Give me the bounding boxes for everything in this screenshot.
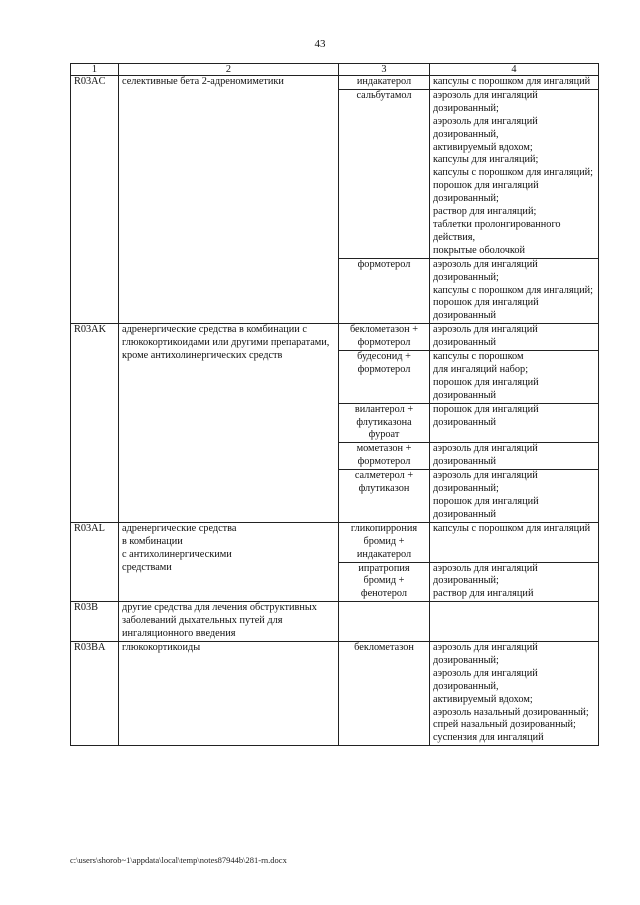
atc-code-cell: R03AK [71, 324, 119, 523]
table-row [71, 324, 599, 351]
document-file-path: c:\users\shorob~1\appdata\local\temp\notes87944b\281-rn.docx [70, 855, 287, 865]
drug-name-cell: формотерол [339, 258, 430, 324]
atc-code-cell: R03AC [71, 76, 119, 324]
drug-name-cell: беклометазон [339, 641, 430, 745]
drug-name-cell: вилантерол + флутиказона фуроат [339, 403, 430, 443]
table-row [71, 522, 599, 562]
table-body [71, 76, 599, 746]
column-header-2: 2 [119, 64, 339, 76]
atc-group-name-cell: адренергические средства в комбинации с антихолинергическими средствами [119, 522, 339, 601]
dosage-form-cell: аэрозоль для ингаляций дозированный [430, 324, 599, 351]
table-row [71, 641, 599, 745]
drug-classification-table [70, 63, 599, 746]
dosage-form-cell: аэрозоль для ингаляций дозированный; капсулы с порошком для ингаляций; порошок для ингаляций дозированный [430, 258, 599, 324]
dosage-form-cell: аэрозоль для ингаляций дозированный; раствор для ингаляций [430, 562, 599, 602]
drug-name-cell [339, 602, 430, 642]
drug-name-cell: беклометазон + формотерол [339, 324, 430, 351]
dosage-form-cell: капсулы с порошком для ингаляций [430, 76, 599, 90]
table-row [71, 76, 599, 90]
page-number: 43 [314, 38, 326, 50]
atc-group-name-cell: селективные бета 2-адреномиметики [119, 76, 339, 324]
dosage-form-cell: аэрозоль для ингаляций дозированный; порошок для ингаляций дозированный [430, 470, 599, 523]
drug-name-cell: ипратропия бромид + фенотерол [339, 562, 430, 602]
column-header-1: 1 [71, 64, 119, 76]
dosage-form-cell: аэрозоль для ингаляций дозированный; аэрозоль для ингаляций дозированный, активируемый вдохом; капсулы для ингаляций; капсулы с порошком для ингаляций; порошок для ингаляций дозированный; раствор для ингаляций; таблетки пролонгированного действия, покрытые оболочкой [430, 89, 599, 258]
table-header-row [71, 64, 599, 76]
atc-code-cell: R03BA [71, 641, 119, 745]
dosage-form-cell: порошок для ингаляций дозированный [430, 403, 599, 443]
drug-name-cell: гликопиррония бромид + индакатерол [339, 522, 430, 562]
atc-code-cell: R03B [71, 602, 119, 642]
atc-group-name-cell: адренергические средства в комбинации с глюкокортикоидами или другими препаратами, кроме антихолинергических средств [119, 324, 339, 523]
atc-group-name-cell: глюкокортикоиды [119, 641, 339, 745]
dosage-form-cell: капсулы с порошком для ингаляций набор; порошок для ингаляций дозированный [430, 351, 599, 404]
column-header-3: 3 [339, 64, 430, 76]
drug-name-cell: мометазон + формотерол [339, 443, 430, 470]
dosage-form-cell: аэрозоль для ингаляций дозированный; аэрозоль для ингаляций дозированный, активируемый вдохом; аэрозоль назальный дозированный; спрей назальный дозированный; суспензия для ингаляций [430, 641, 599, 745]
dosage-form-cell [430, 602, 599, 642]
drug-name-cell: салметерол + флутиказон [339, 470, 430, 523]
drug-name-cell: будесонид + формотерол [339, 351, 430, 404]
dosage-form-cell: капсулы с порошком для ингаляций [430, 522, 599, 562]
drug-name-cell: индакатерол [339, 76, 430, 90]
column-header-4: 4 [430, 64, 599, 76]
atc-code-cell: R03AL [71, 522, 119, 601]
table-row [71, 602, 599, 642]
dosage-form-cell: аэрозоль для ингаляций дозированный [430, 443, 599, 470]
drug-name-cell: сальбутамол [339, 89, 430, 258]
atc-group-name-cell: другие средства для лечения обструктивных заболеваний дыхательных путей для ингаляционного введения [119, 602, 339, 642]
